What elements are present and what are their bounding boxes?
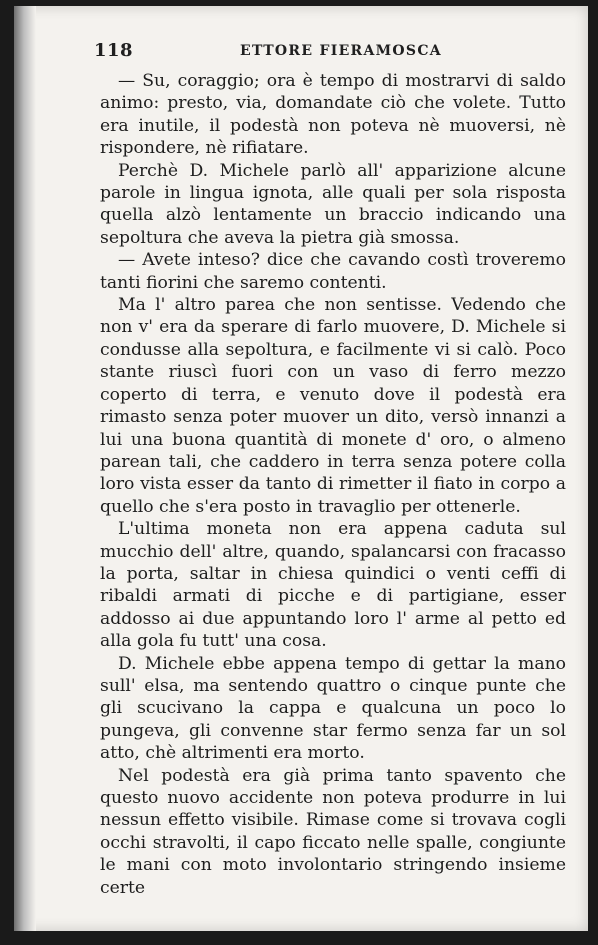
- book-page: [14, 6, 588, 931]
- page-gutter-shadow: [14, 6, 36, 931]
- paragraph: — Su, coraggio; ora è tempo di mostrarvi di saldo animo: presto, via, domandate ciò che volete. Tutto era inutile, il podestà non poteva nè muoversi, nè rispondere, nè rifiatare.: [100, 71, 566, 159]
- paragraph: D. Michele ebbe appena tempo di gettar la mano sull' elsa, ma sentendo quattro o cinque punte che gli scucivano la cappa e qualcuna un poco lo pungeva, gli convenne star fermo senza far un sol atto, chè altrimenti era morto.: [100, 653, 566, 764]
- paragraph: L'ultima moneta non era appena caduta sul mucchio dell' altre, quando, spalancarsi con fracasso la porta, saltar in chiesa quindici o venti ceffi di ribaldi armati di picche e di partigiane, esser addosso ai due appuntando loro l' arme al petto ed alla gola fu tutt' una cosa.: [100, 519, 566, 652]
- running-title: ETTORE FIERAMOSCA: [240, 43, 442, 59]
- page-header: [94, 40, 548, 62]
- paragraph: — Avete inteso? dice che cavando costì troveremo tanti fiorini che saremo contenti.: [100, 250, 566, 293]
- paragraph: Nel podestà era già prima tanto spavento che questo nuovo accidente non poteva produrre in lui nessun effetto visibile. Rimase come si trovava cogli occhi stravolti, il capo ficcato nelle spalle, congiunte le mani con moto involontario stringendo insieme certe: [100, 765, 566, 898]
- page-number: 118: [94, 40, 134, 61]
- paragraph: Ma l' altro parea che non sentisse. Vedendo che non v' era da sperare di farlo muovere, D. Michele si condusse alla sepoltura, e facilmente vi si calò. Poco stante riuscì fuori con un vaso di ferro mezzo coperto di terra, e venuto dove il podestà era rimasto senza poter muover un dito, versò innanzi a lui una buona quantità di monete d' oro, o almeno parean tali, che caddero in terra senza potere colla loro vista esser da tanto di rimetter il fiato in corpo a quello che s'era posto in travaglio per ottenerle.: [100, 295, 566, 517]
- text-body: [100, 70, 566, 899]
- paragraph: Perchè D. Michele parlò all' apparizione alcune parole in lingua ignota, alle quali per sola risposta quella alzò lentamente un braccio indicando una sepoltura che aveva la pietra già smossa.: [100, 160, 566, 248]
